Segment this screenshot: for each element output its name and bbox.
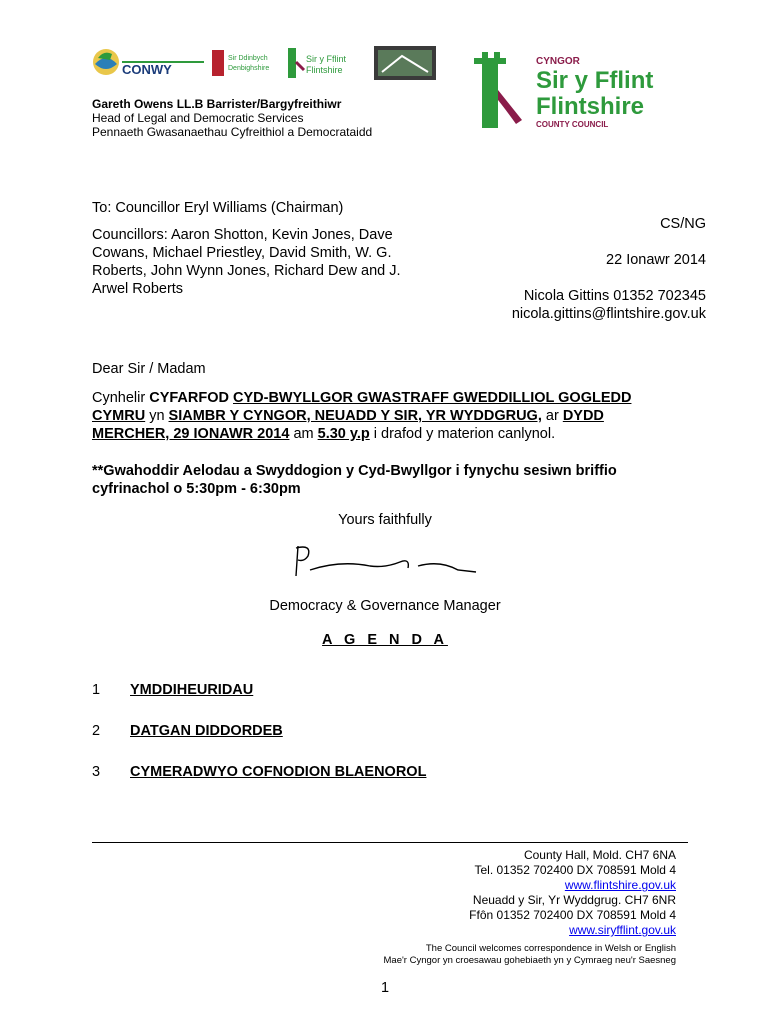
svg-text:CYNGOR: CYNGOR — [536, 56, 580, 67]
flintshire-website-link[interactable]: www.flintshire.gov.uk — [564, 878, 676, 892]
language-note — [384, 943, 676, 967]
signature — [290, 540, 480, 586]
sender-role-en: Head of Legal and Democratic Services — [92, 111, 304, 125]
notice-time: 5.30 y.p — [317, 426, 370, 442]
svg-text:Sir y Fflint: Sir y Fflint — [306, 54, 347, 64]
notice-text: am — [289, 426, 318, 442]
briefing-note: **Gwahoddir Aelodau a Swyddogion y Cyd-Bwyllgor i fynychu sesiwn briffio cyfrinachol o 5:30pm - 6:30pm — [92, 463, 617, 497]
svg-text:Flintshire: Flintshire — [306, 65, 343, 75]
agenda-item-title: YMDDIHEURIDAU — [130, 682, 254, 698]
conwy-logo — [93, 49, 204, 77]
notice-text: ar — [541, 408, 563, 424]
salutation: Dear Sir / Madam — [92, 361, 206, 377]
sender-name: Gareth Owens LL.B Barrister/Bargyfreithiwr — [92, 97, 342, 111]
contact-email[interactable]: nicola.gittins@flintshire.gov.uk — [511, 306, 706, 322]
footer-line: Tel. 01352 702400 DX 708591 Mold 4 — [474, 863, 676, 877]
councillors-list: Councillors: Aaron Shotton, Kevin Jones, Dave Cowans, Michael Priestley, David Smith, W. G. Roberts, John Wynn Jones, Richard Dew and J. Arwel Roberts — [92, 227, 401, 297]
agenda-item-number: 3 — [92, 764, 101, 780]
footer-line: Ffôn 01352 702400 DX 708591 Mold 4 — [469, 908, 676, 922]
notice-text: i drafod y materion canlynol. — [369, 426, 556, 442]
agenda-item-title: DATGAN DIDDORDEB — [130, 723, 283, 739]
notice-meeting: CYFARFOD — [149, 390, 233, 406]
to-line: To: Councillor Eryl Williams (Chairman) — [92, 200, 344, 216]
svg-text:Flintshire: Flintshire — [536, 93, 645, 120]
notice-venue: SIAMBR Y CYNGOR, NEUADD Y SIR, YR WYDDGRUG, — [168, 408, 542, 424]
siryfflint-website-link[interactable]: www.siryfflint.gov.uk — [569, 923, 676, 937]
svg-text:CONWY: CONWY — [122, 62, 172, 77]
svg-text:Denbighshire: Denbighshire — [228, 65, 270, 72]
reference-block — [512, 215, 706, 323]
sender-block — [92, 97, 372, 139]
letter-date: 22 Ionawr 2014 — [606, 252, 706, 268]
agenda-item-title: CYMERADWYO COFNODION BLAENOROL — [130, 764, 427, 780]
signatory-title: Democracy & Governance Manager — [269, 598, 501, 614]
svg-text:Sir Ddinbych: Sir Ddinbych — [228, 55, 268, 62]
agenda-item-number: 2 — [92, 723, 101, 739]
footer-line: County Hall, Mold. CH7 6NA — [523, 848, 676, 862]
footer-line: Neuadd y Sir, Yr Wyddgrug. CH7 6NR — [472, 893, 676, 907]
footer-address — [469, 848, 676, 938]
agenda-heading: A G E N D A — [322, 632, 448, 648]
language-note-en: The Council welcomes correspondence in Welsh or English — [425, 943, 676, 954]
page-number: 1 — [380, 980, 390, 996]
partner-logos — [92, 44, 438, 82]
flintshire-small-logo — [288, 48, 347, 78]
meeting-notice — [92, 389, 682, 443]
svg-text:Sir y Fflint: Sir y Fflint — [536, 67, 654, 94]
notice-text: Cynhelir — [92, 390, 150, 406]
footer-divider — [92, 842, 688, 843]
notice-committee: CYD-BWYLLGOR GWASTRAFF GWEDDILLIOL GOGLEDD CYMRU — [92, 390, 632, 424]
contact-name-phone: Nicola Gittins 01352 702345 — [523, 288, 706, 304]
reference-code: CS/NG — [660, 216, 706, 232]
language-note-cy: Mae'r Cyngor yn croesawau gohebiaeth yn y Cymraeg neu'r Saesneg — [383, 955, 676, 966]
closing: Yours faithfully — [338, 512, 432, 528]
flintshire-county-council-logo — [470, 50, 660, 132]
notice-date: DYDD MERCHER, 29 IONAWR 2014 — [92, 408, 604, 442]
gwynedd-logo — [374, 46, 436, 80]
notice-text: yn — [145, 408, 169, 424]
denbighshire-logo — [212, 50, 269, 76]
svg-text:COUNTY COUNCIL: COUNTY COUNCIL — [536, 120, 609, 129]
sender-role-cy: Pennaeth Gwasanaethau Cyfreithiol a Democrataidd — [92, 125, 373, 139]
agenda-item-number: 1 — [92, 682, 101, 698]
castle-tower-icon — [474, 52, 506, 128]
